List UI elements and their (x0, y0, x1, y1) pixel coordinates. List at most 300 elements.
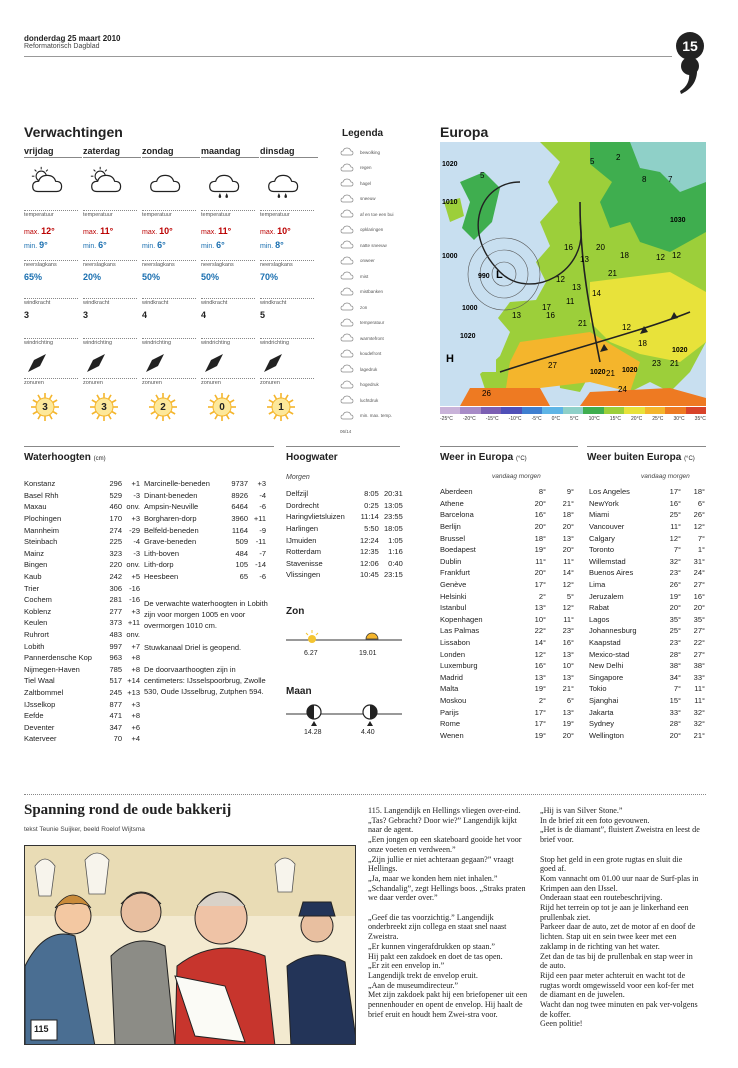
cell: Kaub (24, 572, 42, 582)
waterhoogte-row (24, 617, 140, 629)
waterhoogten-table-right (144, 478, 266, 582)
cell: 11° (694, 684, 705, 694)
waterhoogte-row (24, 490, 140, 502)
cell: 7° (673, 545, 681, 555)
cell: +3 (131, 606, 140, 616)
max-temp (24, 226, 55, 236)
cell: Mannheim (24, 525, 60, 535)
cell: Lagos (589, 614, 610, 624)
scale-label: 30°C (673, 416, 685, 422)
scale-swatch (665, 407, 685, 414)
city-row (440, 683, 574, 695)
waterhoogte-row (24, 721, 140, 733)
direction-label: windrichting (201, 338, 255, 346)
cell: Buenos Aires (589, 568, 634, 578)
cell: Willemstad (589, 556, 626, 566)
cell: 14° (562, 568, 574, 578)
scale-label: 15°C (609, 416, 621, 422)
cell: Tokio (589, 684, 607, 694)
cell: 10° (562, 661, 574, 671)
cell: 529 (109, 490, 122, 500)
legend-item (340, 255, 428, 267)
legend-symbol-icon (340, 318, 354, 328)
temp-label: temperatuur (201, 210, 255, 218)
cell: 306 (109, 583, 122, 593)
scale-label: -25°C (440, 416, 453, 422)
pressure-label: 990 (478, 273, 490, 280)
cell: +3 (131, 699, 140, 709)
cell: Heesbeen (144, 572, 179, 582)
cell: 18° (562, 510, 574, 520)
legend-item (340, 332, 428, 344)
cell: Steinbach (24, 537, 58, 547)
sun-hours: 3 (42, 401, 48, 413)
max-label: max. (260, 229, 278, 236)
cell: 10:45 (360, 570, 379, 580)
cell: Malta (440, 684, 459, 694)
sun-hours: 2 (160, 401, 166, 413)
min-label: min. (83, 243, 99, 250)
cell: 13° (562, 672, 574, 682)
cell: Borgharen-dorp (144, 514, 197, 524)
cell: 26° (669, 580, 681, 590)
cell: +5 (131, 572, 140, 582)
cell: Marcinelle-beneden (144, 479, 210, 489)
cell: 170 (109, 514, 122, 524)
rain-chance: 65% (24, 272, 43, 282)
cell: Grave-beneden (144, 537, 197, 547)
sunset-time: 19.01 (359, 650, 377, 657)
cell: Trier (24, 583, 40, 593)
waterhoogte-row (24, 594, 140, 606)
legend-item (340, 286, 428, 298)
forecast-day-vrijdag (24, 146, 82, 422)
legend-text: lagedruk (360, 366, 378, 372)
header-rule (24, 56, 672, 57)
rain-cloud-icon (264, 166, 304, 200)
cell: 12° (534, 649, 546, 659)
cell: +8 (131, 664, 140, 674)
max-label: max. (83, 229, 101, 236)
cell: 0:40 (388, 558, 403, 568)
legend-text: hagel (360, 180, 372, 186)
legend-symbol-icon (340, 411, 354, 421)
map-temperature: 21 (608, 269, 617, 278)
cell: onv. (126, 502, 140, 512)
story-paragraph: „Hij is van Silver Stone.” In de brief zit een foto gevouwen. „Het is de diamant”, fluistert Zweistra en leest de brief voor. (540, 806, 700, 845)
max-value: 11° (218, 226, 232, 236)
cell: 12° (562, 580, 574, 590)
legend-text: natte sneeuw (360, 242, 387, 248)
forecast-day-zaterdag (83, 146, 141, 422)
cell: 785 (109, 664, 122, 674)
waterhoogten-title-text: Waterhoogten (24, 452, 91, 463)
story-column-1 (368, 806, 528, 1029)
map-temperature: 20 (596, 243, 605, 252)
cell: 19° (534, 545, 546, 555)
cell: Helsinki (440, 591, 467, 601)
rule-hoogwater (286, 446, 400, 447)
cell: 38° (693, 661, 705, 671)
min-label: min. (24, 243, 40, 250)
cell: 11° (563, 614, 574, 624)
legend-item (340, 208, 428, 220)
cell: Harlingen (286, 524, 319, 534)
legend-symbol-icon (340, 395, 354, 405)
direction-label: windrichting (260, 338, 314, 346)
legend-symbol-icon (340, 349, 354, 359)
min-label: min. (142, 243, 158, 250)
waterhoogte-row (144, 571, 266, 583)
wind-force: 4 (142, 310, 148, 320)
note-driel: Stuwkanaal Driel is geopend. (144, 643, 242, 652)
cell: 8:05 (364, 489, 379, 499)
scale-label: 10°C (588, 416, 600, 422)
hoogwater-row (286, 500, 403, 512)
cell: 21° (562, 498, 574, 508)
waterhoogte-row (24, 698, 140, 710)
weer-europa-unit: (°C) (515, 456, 527, 462)
hoogwater-row (286, 546, 403, 558)
story-title: Spanning rond de oude bakkerij (24, 802, 232, 818)
cell: 471 (109, 711, 122, 721)
cell: onv. (126, 630, 140, 640)
scale-swatch (481, 407, 501, 414)
story-paragraph: 115. Langendijk en Hellings vliegen over-eind. „Tas? Gebracht? Door wie?” Langendijk kijkt naar de agent. „Een jongen op een skateboard gooide het voor onze voeten en verdween.” „Zijn jullie er niet achteraan gegaan?” vraagt Hellings. „Ja, maar we konden hem niet inhalen.” „Schandalig”, zegt Hellings boos. „Straks praten we daar verder over.” (368, 806, 526, 903)
cell: IJsselkop (24, 699, 56, 709)
sun-hours-badge-icon (207, 392, 237, 422)
cell: Madrid (440, 672, 463, 682)
legend-item (340, 317, 428, 329)
waterhoogte-row (144, 513, 266, 525)
scale-swatch (583, 407, 603, 414)
legend-text: sneeuw (360, 196, 376, 201)
hoogwater-row (286, 534, 403, 546)
waterhoogte-row (24, 582, 140, 594)
min-temp (24, 240, 48, 250)
cell: +7 (131, 641, 140, 651)
cell: NewYork (589, 498, 619, 508)
legend-symbol-icon (340, 194, 354, 204)
moonset-time: 4.40 (361, 729, 375, 736)
weer-europa-title-text: Weer in Europa (440, 452, 514, 463)
wind-label: windkracht (24, 298, 78, 306)
cell: Los Angeles (589, 487, 630, 497)
rule-waterhoogten (24, 446, 274, 447)
cell: 277 (109, 606, 122, 616)
svg-text:L: L (496, 269, 503, 281)
cell: Maxau (24, 502, 47, 512)
city-row (440, 648, 574, 660)
cell: Miami (589, 510, 609, 520)
cell: 484 (235, 548, 248, 558)
forecast-day-zondag (142, 146, 200, 422)
cell: 6464 (231, 502, 248, 512)
cell: 2° (538, 695, 546, 705)
cell: -4 (259, 490, 266, 500)
cell: 17° (669, 487, 681, 497)
story-paragraph: „Geef die tas voorzichtig.” Langendijk onderbreekt zijn collega en staat snel naast Zweistra. „Er kunnen vingerafdrukken op staan.” Hij pakt een zakdoek en doet de tas open. „Er zit een envelop in.” Langendijk trekt de envelop eruit. „Aan de museumdirecteur.” Met zijn zakdoek pakt hij een briefopener uit een pennenhouder en opent de envelop. Hij haalt de brief eruit en houdt hem Zwei-stra voor. (368, 912, 528, 1019)
sun-hours: 0 (219, 401, 225, 413)
hoogwater-row (286, 511, 403, 523)
max-label: max. (201, 229, 219, 236)
cell: +8 (131, 711, 140, 721)
cell: 17° (534, 719, 546, 729)
cell: 483 (109, 630, 122, 640)
map-temperature: 2 (616, 153, 621, 162)
cell: Barcelona (440, 510, 474, 520)
cell: 1164 (231, 525, 248, 535)
city-row (589, 498, 705, 510)
cell: 19° (669, 591, 681, 601)
cell: 13:05 (384, 500, 403, 510)
cell: Las Palmas (440, 626, 480, 636)
comic-panel (24, 845, 356, 1045)
cell: 8926 (231, 490, 248, 500)
cell: +6 (131, 722, 140, 732)
day-name: zondag (142, 146, 200, 158)
cell: 12° (562, 603, 574, 613)
cell: 105 (235, 560, 248, 570)
cell: +11 (127, 618, 140, 628)
legend-symbol-icon (340, 271, 354, 281)
weer-europa-table (440, 486, 574, 741)
cell: 296 (109, 479, 122, 489)
maan-title: Maan (286, 686, 312, 697)
rain-label: neerslagkans (24, 260, 78, 268)
map-temperature: 21 (606, 369, 615, 378)
cell: 23° (562, 626, 574, 636)
direction-label: windrichting (83, 338, 137, 346)
sun-hours-badge-icon (30, 392, 60, 422)
cell: Brussel (440, 533, 466, 543)
legend-text: mistbanken (360, 289, 384, 294)
map-temperature: 7 (668, 175, 673, 184)
cell: 15° (669, 695, 681, 705)
weer-buiten-sub: vandaag morgen (641, 473, 690, 480)
cell: 22° (534, 626, 546, 636)
cell: Genève (440, 580, 467, 590)
scale-label: -20°C (462, 416, 476, 422)
legend-symbol-icon (340, 333, 354, 343)
legend-symbol-icon (340, 364, 354, 374)
cell: -11 (255, 537, 266, 547)
cell: Kaapstad (589, 638, 621, 648)
cell: Wellington (589, 730, 624, 740)
cell: 13° (534, 603, 546, 613)
cell: 34° (669, 672, 681, 682)
cell: New Delhi (589, 661, 624, 671)
cell: 12° (693, 522, 705, 532)
cell: 25° (669, 510, 681, 520)
legend-item (340, 239, 428, 251)
story-column-2 (540, 806, 700, 1039)
temperature-scale-labels (440, 416, 706, 424)
cell: 28° (669, 649, 681, 659)
city-row (589, 567, 705, 579)
comic-number: 115 (34, 1024, 49, 1034)
city-row (440, 544, 574, 556)
sun-hours: 3 (101, 401, 107, 413)
city-row (589, 556, 705, 568)
cell: Jeruzalem (589, 591, 624, 601)
cell: Katerveer (24, 734, 57, 744)
scale-swatch (522, 407, 542, 414)
cell: -3 (133, 490, 140, 500)
legend-symbol-icon (340, 302, 354, 312)
city-row (440, 625, 574, 637)
moon-times (286, 702, 402, 742)
waterhoogten-title (24, 452, 106, 463)
cell: 18° (534, 533, 546, 543)
waterhoogte-row (144, 490, 266, 502)
cell: 0:25 (364, 500, 379, 510)
legend-text: luchtdruk (360, 397, 379, 403)
cell: Toronto (589, 545, 615, 555)
cell: Pannerdensche Kop (24, 653, 92, 663)
city-row (440, 637, 574, 649)
cell: 1:05 (388, 535, 403, 545)
city-row (440, 614, 574, 626)
cell: +8 (131, 653, 140, 663)
cell: 9737 (231, 479, 248, 489)
legend-item (340, 348, 428, 360)
cell: Rabat (589, 603, 610, 613)
min-value: 9° (39, 240, 48, 250)
cell: Londen (440, 649, 466, 659)
cell: Athene (440, 498, 464, 508)
rule-weer-europa (440, 446, 578, 447)
legend-symbol-icon (340, 256, 354, 266)
weer-buiten-table (589, 486, 705, 741)
cell: 13° (534, 672, 546, 682)
scale-label: -10°C (508, 416, 522, 422)
cell: 33° (693, 672, 705, 682)
hoogwater-row (286, 488, 403, 500)
cell: 18° (693, 487, 705, 497)
waterhoogte-row (24, 675, 140, 687)
temp-label: temperatuur (83, 210, 137, 218)
min-value: 8° (275, 240, 284, 250)
cell: Istanbul (440, 603, 467, 613)
cell: Tiel Waal (24, 676, 55, 686)
cell: 19° (534, 730, 546, 740)
min-label: min. (201, 243, 217, 250)
cell: Berlijn (440, 522, 461, 532)
cell: 347 (109, 722, 122, 732)
min-value: 6° (157, 240, 166, 250)
city-row (440, 660, 574, 672)
sun-times (286, 628, 402, 668)
cell: Delfzijl (286, 489, 309, 499)
cell: Kopenhagen (440, 614, 483, 624)
waterhoogte-row (24, 664, 140, 676)
max-temp (260, 226, 291, 236)
sun-hours: 1 (278, 401, 284, 413)
sun-label: zonuren (201, 378, 255, 386)
legend-item (340, 193, 428, 205)
cell: 10° (534, 614, 546, 624)
cell: 25° (669, 626, 681, 636)
cell: +1 (131, 479, 140, 489)
temp-label: temperatuur (142, 210, 196, 218)
cell: onv. (126, 560, 140, 570)
map-temperature: 13 (512, 311, 521, 320)
cell: Zaltbommel (24, 687, 64, 697)
legend-symbol-icon (340, 240, 354, 250)
story-paragraph: Stop het geld in een grote rugtas en sluit die goed af. Kom vannacht om 01.00 uur naar de Surf-plas in Krimpen aan den IJssel. Onderaan staat een routebeschrijving. Rijd het terrein op tot je aan je linkerhand een prullenbak ziet. Parkeer daar de auto, zet de motor af en doof de lichten. Stap uit en sein twee keer met een zaklamp in de richting van het water. Zet dan de tas bij de prullenbak en stap weer in de auto. Rijd een paar meter achteruit en wacht tot de rugtas wordt omgewisseld voor een kof-fer met de diamant en de juwelen. Wacht dan nog twee minuten en pak ver-volgens de koffer. Geen politie! (540, 854, 699, 1029)
rain-chance: 70% (260, 272, 279, 282)
cell: 16° (693, 591, 705, 601)
cell: 11° (563, 556, 574, 566)
sunrise-time: 6.27 (304, 650, 318, 657)
pressure-label: 1020 (442, 161, 458, 168)
city-row (589, 660, 705, 672)
cell: Jakarta (589, 707, 614, 717)
city-row (440, 590, 574, 602)
europe-title: Europa (440, 124, 489, 140)
cell: 220 (109, 560, 122, 570)
cell: 20° (534, 522, 546, 532)
waterhoogten-unit: (cm) (93, 456, 106, 462)
cell: 20° (669, 603, 681, 613)
city-row (440, 579, 574, 591)
map-temperature: 18 (638, 339, 647, 348)
wind-direction-arrow-icon (26, 352, 48, 374)
cell: 28° (669, 719, 681, 729)
note-lobith: De verwachte waterhoogten in Lobith zijn voor morgen 1005 en voor overmorgen 1010 cm. (144, 599, 268, 630)
legend-text: temperatuur (360, 320, 385, 325)
scale-swatch (645, 407, 665, 414)
map-temperature: 27 (548, 361, 557, 370)
cell: Wenen (440, 730, 464, 740)
waterhoogte-row (144, 501, 266, 513)
waterhoogte-row (24, 559, 140, 571)
cell: 7° (673, 684, 681, 694)
max-temp (142, 226, 173, 236)
pressure-label: 1020 (460, 333, 476, 340)
comic-illustration (25, 846, 356, 1045)
wind-force: 5 (260, 310, 266, 320)
cell: 20° (562, 545, 574, 555)
city-row (440, 498, 574, 510)
cell: -9 (259, 525, 266, 535)
cell: 38° (669, 661, 681, 671)
cell: 19° (534, 684, 546, 694)
hoogwater-row (286, 569, 403, 581)
cell: Aberdeen (440, 487, 473, 497)
city-row (589, 695, 705, 707)
map-temperature: 12 (672, 251, 681, 260)
min-temp (201, 240, 225, 250)
waterhoogte-row (24, 733, 140, 745)
map-temperature: 13 (572, 283, 581, 292)
legend-title: Legenda (342, 128, 384, 139)
city-row (589, 544, 705, 556)
cell: 12:35 (360, 547, 379, 557)
waterhoogte-row (24, 571, 140, 583)
rain-label: neerslagkans (260, 260, 314, 268)
cell: Calgary (589, 533, 615, 543)
cell: Singapore (589, 672, 624, 682)
map-temperature: 21 (578, 319, 587, 328)
city-row (440, 729, 574, 741)
cell: 23° (669, 568, 681, 578)
forecast-title: Verwachtingen (24, 124, 123, 140)
wind-force: 4 (201, 310, 207, 320)
cell: 32° (693, 719, 705, 729)
story-divider (24, 794, 706, 795)
